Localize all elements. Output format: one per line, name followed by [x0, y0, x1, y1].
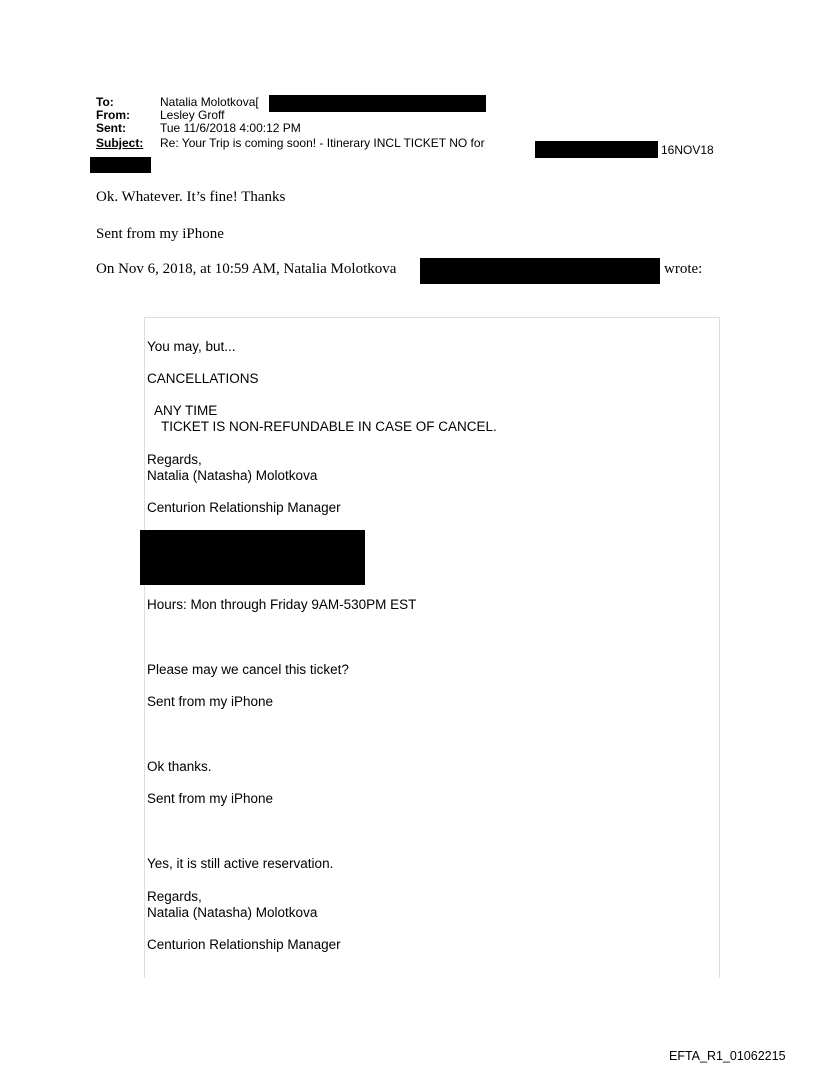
quoted-text: Sent from my iPhone	[147, 791, 274, 806]
quoted-text: Natalia (Natasha) Molotkova	[147, 468, 318, 483]
from-value: Lesley Groff	[160, 108, 225, 122]
redaction-block	[420, 258, 660, 284]
quoted-text: Regards,	[147, 452, 202, 467]
quoted-heading: CANCELLATIONS	[147, 371, 259, 386]
reply-signature: Sent from my iPhone	[96, 226, 224, 242]
quoted-text: You may, but...	[147, 339, 236, 354]
redaction-block	[269, 95, 486, 112]
attribution-wrote: wrote:	[664, 261, 703, 277]
sent-label: Sent:	[96, 121, 126, 135]
from-label: From:	[96, 108, 130, 122]
quoted-text: Centurion Relationship Manager	[147, 937, 341, 952]
quoted-text: Hours: Mon through Friday 9AM-530PM EST	[147, 597, 417, 612]
reply-text: Ok. Whatever. It’s fine! Thanks	[96, 189, 286, 205]
quoted-text: Centurion Relationship Manager	[147, 500, 341, 515]
attribution-line: On Nov 6, 2018, at 10:59 AM, Natalia Molotkova	[96, 261, 397, 277]
quoted-text: Yes, it is still active reservation.	[147, 856, 334, 871]
quoted-message	[144, 317, 720, 978]
subject-tail: 16NOV18	[661, 143, 714, 157]
quoted-text: Sent from my iPhone	[147, 694, 274, 709]
quoted-text: Please may we cancel this ticket?	[147, 662, 349, 677]
quoted-text: Natalia (Natasha) Molotkova	[147, 905, 318, 920]
subject-value: Re: Your Trip is coming soon! - Itinerary INCL TICKET NO for	[160, 136, 485, 150]
to-label: To:	[96, 95, 114, 109]
redaction-block	[90, 157, 151, 173]
redaction-block	[140, 530, 365, 585]
to-value: Natalia Molotkova[	[160, 95, 259, 109]
document-id: EFTA_R1_01062215	[669, 1049, 786, 1063]
sent-value: Tue 11/6/2018 4:00:12 PM	[160, 121, 301, 135]
quoted-text: Ok thanks.	[147, 759, 212, 774]
quoted-text: TICKET IS NON-REFUNDABLE IN CASE OF CANCEL.	[161, 419, 497, 434]
quoted-text: ANY TIME	[154, 403, 218, 418]
quoted-text: Regards,	[147, 889, 202, 904]
redaction-block	[535, 141, 658, 158]
subject-label: Subject:	[96, 136, 144, 150]
